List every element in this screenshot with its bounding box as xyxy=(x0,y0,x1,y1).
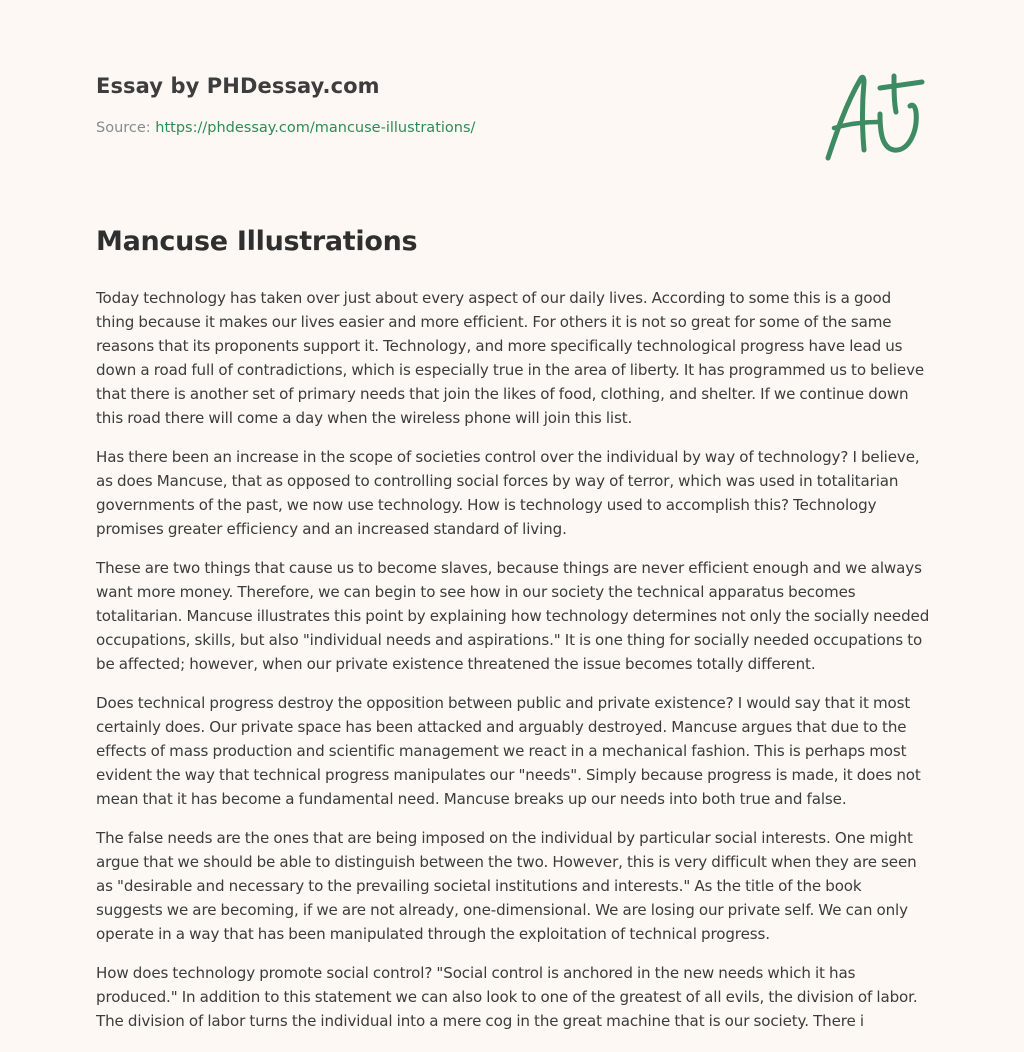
source-label: Source: xyxy=(96,120,156,136)
essay-paragraph: Has there been an increase in the scope of societies control over the individual by way of technology? I believe, as does Mancuse, that as opposed to controlling social forces by way of terror, which was used in totalitarian governments of the past, we now use technology. How is technology used to accomplish this? Technology promises greater efficiency and an increased standard of living. xyxy=(96,448,920,538)
site-title: Essay by PHDessay.com xyxy=(96,74,380,98)
header xyxy=(96,74,796,136)
essay-title: Mancuse Illustrations xyxy=(96,226,418,257)
source-line xyxy=(96,120,796,136)
essay-paragraph: The false needs are the ones that are being imposed on the individual by particular social interests. One might argue that we should be able to distinguish between the two. However, this is very difficult when they are seen as "desirable and necessary to the prevailing societal institutions and interests." As the title of the book suggests we are becoming, if we are not already, one-dimensional. We are losing our private self. We can only operate in a way that has been manipulated through the exploitation of technical progress. xyxy=(96,829,917,943)
essay-paragraph: These are two things that cause us to become slaves, because things are never efficient enough and we always want more money. Therefore, we can begin to see how in our society the technical apparatus becomes totalitarian. Mancuse illustrates this point by explaining how technology determines not only the socially needed occupations, skills, but also "individual needs and aspirations." It is one thing for socially needed occupations to be affected; however, when our private existence threatened the issue becomes totally different. xyxy=(96,559,930,673)
essay-paragraph: Today technology has taken over just about every aspect of our daily lives. According to some this is a good thing because it makes our lives easier and more efficient. For others it is not so great for some of the same reasons that its proponents support it. Technology, and more specifically technological progress have lead us down a road full of contradictions, which is especially true in the area of liberty. It has programmed us to believe that there is another set of primary needs that join the likes of food, clothing, and shelter. If we continue down this road there will come a day when the wireless phone will join this list. xyxy=(96,289,925,427)
essay-body xyxy=(96,286,932,1048)
source-link[interactable]: https://phdessay.com/mancuse-illustrations/ xyxy=(155,120,476,136)
essay-paragraph: How does technology promote social control? "Social control is anchored in the new needs which it has produced." In addition to this statement we can also look to one of the greatest of all evils, the division of labor. The division of labor turns the individual into a mere cog in the great machine that is our society. There i xyxy=(96,964,918,1030)
essay-paragraph: Does technical progress destroy the opposition between public and private existence? I would say that it most certainly does. Our private space has been attacked and arguably destroyed. Mancuse argues that due to the effects of mass production and scientific management we react in a mechanical fashion. This is perhaps most evident the way that technical progress manipulates our "needs". Simply because progress is made, it does not mean that it has become a fundamental need. Mancuse breaks up our needs into both true and false. xyxy=(96,694,921,808)
a-plus-grade-icon xyxy=(822,68,926,164)
